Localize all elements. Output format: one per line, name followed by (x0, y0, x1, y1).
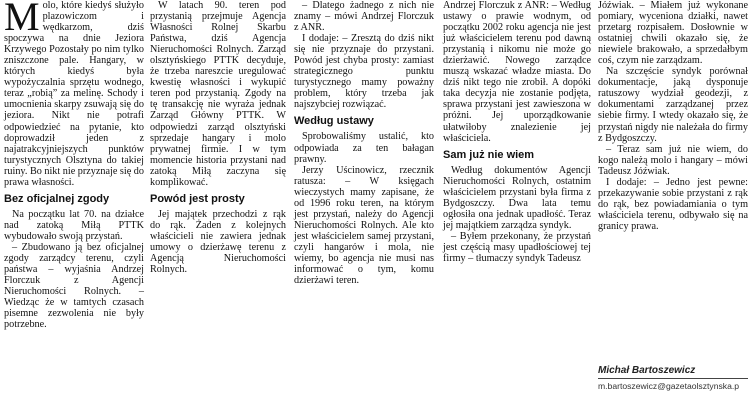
paragraph: Jerzy Uścinowicz, rzecznik ratusza: – W księgach wieczystych mamy zapisane, że od 1996 roku teren, na którym jest przystań, należy do Agencji Nieruchomości Rolnych. Ale kto jest właścicielem samej przystani, czyli hangarów i mola, nie wiemy, bo agencja nie musi nas informować o tym, komu dzierżawi teren. (294, 164, 434, 287)
article-column-3 (294, 0, 434, 410)
lead-text: olo, które kiedyś służyło plazowiczom i wędkarzom, dziś spoczywa na dnie Jeziora Krzywego Pozostały po nim tylko zniszczone pale. Hangary, w których kiedyś była wypożyczalnia sprzętu wodnego, teraz „robią” za melinę. Schody i umocnienia skarpy zsuwają się do jeziora. Nikt nie potrafi odpowiedzieć na pytanie, kto doprowadził jeden z najatrakcyjniejszych punktów turystycznych Olsztyna do takiej ruiny. Bo nikt nie przyznaje się do prawa własności. (4, 0, 144, 188)
signature-divider (598, 378, 748, 379)
paragraph: I dodaje: – Zresztą do dziś nikt się nie przyznaje do przystani. Powód jest chyba prosty: zamiast strategicznego punktu turystycznego mamy poważny problem, który trzeba jak najszybciej rozwiązać. (294, 33, 434, 111)
paragraph: Na początku lat 70. na działce nad zatoką Miłą PTTK wybudowało swoją przystań. (4, 208, 144, 242)
paragraph: Andrzej Florczuk z ANR: – Według ustawy o prawie wodnym, od początku 2002 roku agencja nie jest już właścicielem terenu pod dawną przystanią i nikomu nie może go dzierżawić. Nowego zarządce muszą wskazać władze miasta. Do dziś nikt tego nie zrobił. A dopóki taka decyzja nie zostanie podjęta, sprawa przystani jest zawieszona w próżni. Jej uporządkowanie ułatwiłoby znalezienie jej właściciela. (443, 0, 591, 144)
paragraph: Jóźwiak. – Miałem już wykonane pomiary, wyceniona działki, nawet przetarg rozpisałem. Dosłownie w ostatniej chwili okazało się, że niewiele brakowało, a sprzedałbym coś, czym nie zarządzam. (598, 0, 748, 67)
paragraph: W latach 90. teren pod przystanią przejmuje Agencja Własności Rolnej Skarbu Państwa, dziś Agencja Nieruchomości Rolnych. Zarząd olsztyńskiego PTTK decyduje, że trzeba nareszcie uregulować kwestię własności i wykupić teren pod przystanią. Zgody na tę transakcję nie wyraża jednak Zarząd Główny PTTK. W odpowiedzi zarząd olsztyński sprzedaje hangary i molo prywatnej firmie. I w tym momencie historia przystani nad zatoką Miłą zaczyna się komplikować. (150, 0, 286, 188)
paragraph: Według dokumentów Agencji Nieruchomości Rolnych, ostatnim właścicielem przystani była firma z Bydgoszczy. Dwa lata temu ogłosiła ona jednak upadłość. Teraz jej majątkiem zarządza syndyk. (443, 164, 591, 231)
paragraph: – Dlatego żadnego z nich nie znamy – mówi Andrzej Florczuk z ANR. (294, 0, 434, 34)
author-signature: Michał Bartoszewicz (598, 365, 696, 376)
paragraph: I dodaje: – Jedno jest pewne: przekazywanie sobie przystani z rąk do rąk, bez powiadamiania o tym właściciela terenu, odbywało się na granicy prawa. (598, 176, 748, 232)
paragraph: Jej majątek przechodzi z rąk do rąk. Żaden z kolejnych właścicieli nie zawiera jednak umowy o dzierżawę terenu z Agencją Nieruchomości Rolnych. (150, 208, 286, 276)
subheading-wedlug-ustawy: Według ustawy (294, 115, 374, 128)
paragraph: – Zbudowano ją bez oficjalnej zgody zarządcy terenu, czyli państwa – wyjaśnia Andrzej Florczuk z Agencji Nieruchomości Rolnych. – Wiedząc że w tamtych czasach pisemne zezwolenia nie były potrzebne. (4, 241, 144, 331)
article-column-1 (4, 0, 144, 410)
subheading-bez-oficjalnej-zgody: Bez oficjalnej zgody (4, 192, 110, 205)
article-column-4 (443, 0, 591, 410)
paragraph: Sprobowaliśmy ustalić, kto odpowiada za ten bałagan prawny. (294, 131, 434, 165)
drop-cap: M (4, 0, 40, 39)
author-email: m.bartoszewicz@gazetaolsztynska.p (598, 381, 740, 391)
subheading-sam-juz-nie-wiem: Sam już nie wiem (443, 148, 535, 161)
lead-paragraph (4, 0, 144, 188)
article-column-5 (598, 0, 748, 410)
paragraph: Na szczęście syndyk porównał dokumentacje, jaką dysponuje ratuszowy wydział geodezji, z dokumentami zarządzanej przez siebie firmy. I wtedy okazało się, że przystań nigdy nie należała do firmy z Bydgoszczy. (598, 66, 748, 144)
paragraph: – Teraz sam już nie wiem, do kogo należą molo i hangary – mówi Tadeusz Jóźwiak. (598, 143, 748, 177)
subheading-powod-jest-prosty: Powód jest prosty (150, 192, 245, 205)
paragraph: – Byłem przekonany, że przystań jest częścią masy upadłościowej tej firmy – tłumaczy syndyk Tadeusz (443, 230, 591, 264)
article-column-2 (150, 0, 286, 410)
